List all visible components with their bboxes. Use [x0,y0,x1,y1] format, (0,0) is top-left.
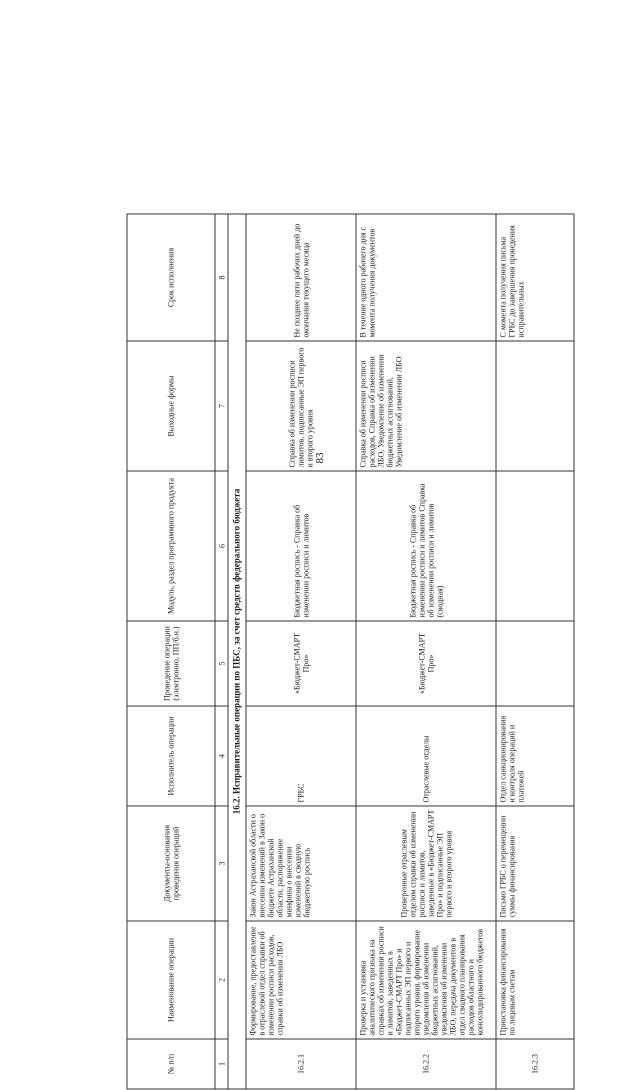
column-number: 4 [215,706,228,806]
column-number: 7 [215,341,228,471]
section-row [228,214,246,1089]
software-module: Бюджетная роспись - Справка об изменении росписи и лимитов Справка об изменении росписи и лимитов (сводная) [356,471,496,621]
column-number: 6 [215,471,228,621]
deadline: В течение одного рабочего дня с момента получения документов [356,214,496,341]
output-forms [496,341,574,471]
column-number: 2 [215,921,228,1039]
software-module [496,471,574,621]
row-number: 16.2.3 [496,1039,574,1089]
column-number: 1 [215,1039,228,1089]
header-cell: Исполнитель операции [127,706,215,806]
column-number: 3 [215,806,228,921]
deadline: Не позднее пяти рабочих дней до окончания текущего месяца [246,214,356,341]
executor: Отраслевые отделы [356,706,496,806]
software-module: Бюджетная роспись - Справка об изменении росписи и лимитов [246,471,356,621]
header-cell: Проведение операции (электронно, ПП/б.н.) [127,621,215,706]
operations-table [127,214,575,1090]
conduct-method: «Бюджет-СМАРТ Про» [356,621,496,706]
table-row [356,214,496,1089]
conduct-method: «Бюджет-СМАРТ Про» [246,621,356,706]
rotated-table-wrapper [127,215,575,1090]
output-forms: Справка об изменении росписи расходов, Справка об изменении ЛБО, Уведомление об изменении бюджетных ассигнований, Уведомление об изменении ЛБО [356,341,496,471]
basis-documents: Письмо ГРБС о перемещении суммы финансирования [496,806,574,921]
deadline: С момента получения письма ГРБС до завершения проведения исправительных [496,214,574,341]
executor: Отдел санкционирования и контроля операций и платежей [496,706,574,806]
basis-documents: Закон Астраханской области о внесении изменений в Закон о бюджете Астраханской области, распоряжение минфина о внесении изменений в сводную бюджетную роспись [246,806,356,921]
table-row [246,214,356,1089]
header-cell: Выходные формы [127,341,215,471]
header-row [127,214,215,1089]
column-number-row [215,214,228,1089]
header-cell: Модуль, раздел программного продукта [127,471,215,621]
column-number: 5 [215,621,228,706]
conduct-method [496,621,574,706]
section-title: 16.2. Исправительные операции по ПБС, за счет средств федерального бюджета [228,214,246,1089]
operation-name: Формирование, предоставление в отраслевой отдел справки об изменении росписи расходов, справки об изменении ЛБО [246,921,356,1039]
operation-name: Приостановка финансирования по лицевым счетам [496,921,574,1039]
row-number: 16.2.1 [246,1039,356,1089]
header-cell: № п/п [127,1039,215,1089]
executor: ГРБС [246,706,356,806]
header-cell: Срок исполнения [127,214,215,341]
page-number: 83 [314,452,326,464]
basis-documents: Проверенные отраслевым отделом справки об изменении росписи и лимитов, заведенные в «Бюджет-СМАРТ Про» и подписанные ЭП первого и второго уровня [356,806,496,921]
column-number: 8 [215,214,228,341]
operation-name: Проверка и установка аналитического признака на справках об изменении росписи и лимитов, заведенных в «Бюджет-СМАРТ Про» и подписанных ЭП первого и второго уровня, формирование уведомления об изменении бюджетных ассигнований, уведомления об изменении ЛБО, передача документов в отдел сводного планирования расходов областного и консолидированного бюджетов [356,921,496,1039]
header-cell: Документы-основания проведения операций [127,806,215,921]
output-forms: Справка об изменении росписи лимитов, подписанные ЭП первого и второго уровня [246,341,356,471]
header-cell: Наименование операции [127,921,215,1039]
row-number: 16.2.2 [356,1039,496,1089]
table-row [496,214,574,1089]
